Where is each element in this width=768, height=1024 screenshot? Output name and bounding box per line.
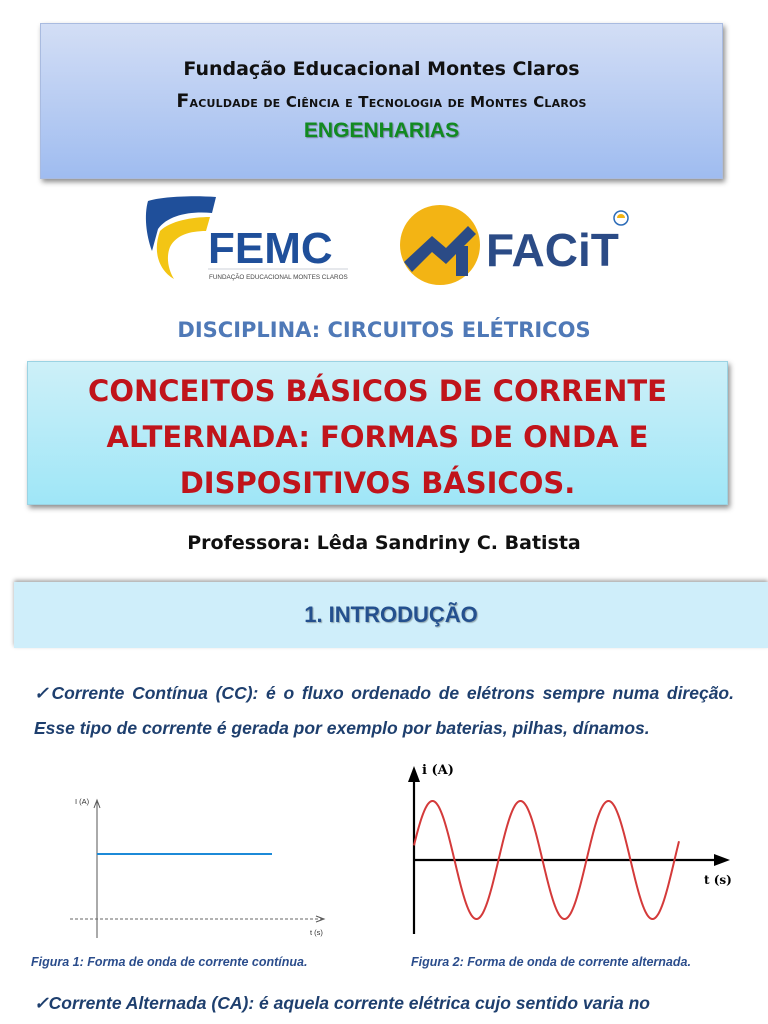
figure2-caption: Figura 2: Forma de onda de corrente alternada.: [411, 955, 691, 969]
professor-name: Professora: Lêda Sandriny C. Batista: [187, 532, 581, 554]
x-axis-label: t (s): [704, 873, 732, 887]
paragraph-ac-current: ✓Corrente Alternada (CA): é aquela corrente elétrica cujo sentido varia no: [34, 993, 650, 1013]
y-axis-label: i (A): [422, 763, 454, 778]
y-axis-label: I (A): [75, 797, 90, 806]
section-title: 1. INTRODUÇÃO: [304, 602, 478, 627]
facit-logo: [398, 202, 634, 288]
svg-text:FACiT: FACiT: [486, 224, 619, 276]
foundation-name: Fundação Educacional Montes Claros: [183, 58, 580, 80]
femc-logo: [140, 195, 350, 290]
institution-header: [40, 23, 723, 179]
svg-text:FUNDAÇÃO EDUCACIONAL MONTES CL: FUNDAÇÃO EDUCACIONAL MONTES CLAROS: [209, 274, 348, 281]
faculty-name: Faculdade de Ciência e Tecnologia de Montes Claros: [176, 90, 587, 112]
x-axis-label: t (s): [310, 928, 323, 937]
course-name: DISCIPLINA: CIRCUITOS ELÉTRICOS: [177, 318, 591, 342]
figure1-caption: Figura 1: Forma de onda de corrente contínua.: [31, 955, 308, 969]
title-banner: [27, 361, 728, 505]
lecture-title: CONCEITOS BÁSICOS DE CORRENTE ALTERNADA: FORMAS DE ONDA E DISPOSITIVOS BÁSICOS.: [88, 374, 667, 500]
paragraph-dc-current: ✓Corrente Contínua (CC): é o fluxo ordenado de elétrons sempre numa direção. Esse tipo de corrente é gerada por exemplo por baterias, pilhas, dínamos.: [34, 683, 734, 738]
logos-row: [140, 190, 640, 300]
engineering-label: ENGENHARIAS: [303, 119, 460, 142]
figure-ac-waveform: [398, 758, 738, 943]
svg-text:FEMC: FEMC: [208, 224, 333, 273]
section-header: [14, 582, 768, 648]
figure-dc-waveform: [60, 786, 340, 941]
